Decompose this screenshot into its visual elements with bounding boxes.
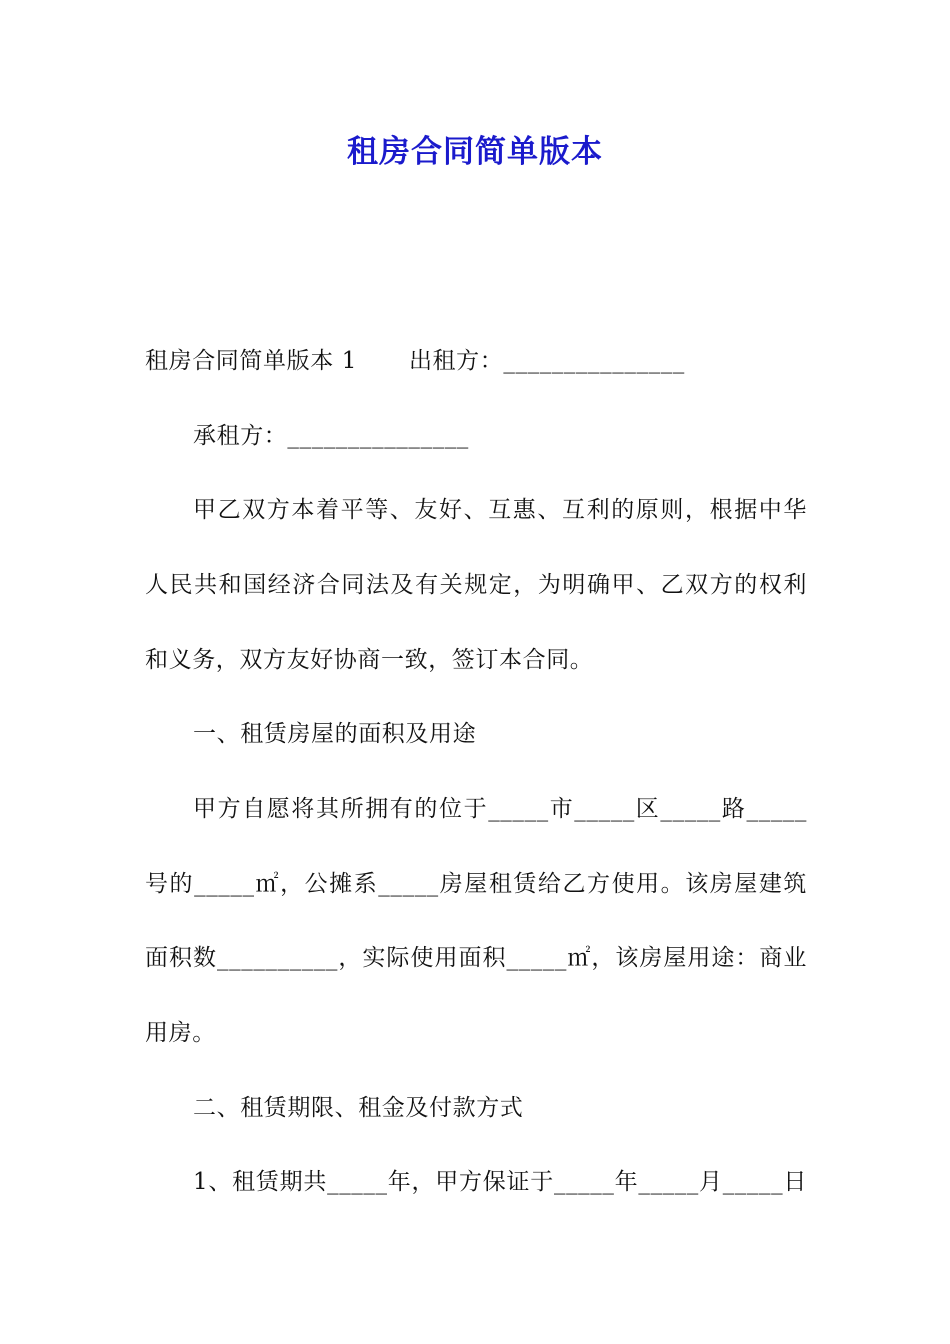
lessee-field: 承租方：_______________ [193,423,469,449]
section-heading: 二、租赁期限、租金及付款方式 [193,1095,524,1121]
document-title: 租房合同简单版本 [347,134,603,170]
section-heading: 一、租赁房屋的面积及用途 [193,721,477,747]
paragraph-line: 甲乙双方本着平等、友好、互惠、互利的原则，根据中华 [193,497,807,523]
paragraph-line: 甲方自愿将其所拥有的位于_____市_____区_____路_____ [193,796,807,822]
paragraph-line: 和义务，双方友好协商一致，签订本合同。 [145,647,594,673]
paragraph-line: 人民共和国经济合同法及有关规定，为明确甲、乙双方的权利 [145,572,807,598]
paragraph-line: 号的_____㎡，公摊系_____房屋租赁给乙方使用。该房屋建筑 [145,871,807,897]
lessor-field: 出租方：_______________ [408,348,685,374]
contract-version-label: 租房合同简单版本 1 [145,348,357,374]
paragraph-line: 1、租赁期共_____年，甲方保证于_____年_____月_____日 [193,1169,807,1195]
paragraph-line: 用房。 [145,1020,216,1046]
paragraph-line: 面积数__________，实际使用面积_____㎡，该房屋用途：商业 [145,945,807,971]
text-line-1 [145,346,807,376]
